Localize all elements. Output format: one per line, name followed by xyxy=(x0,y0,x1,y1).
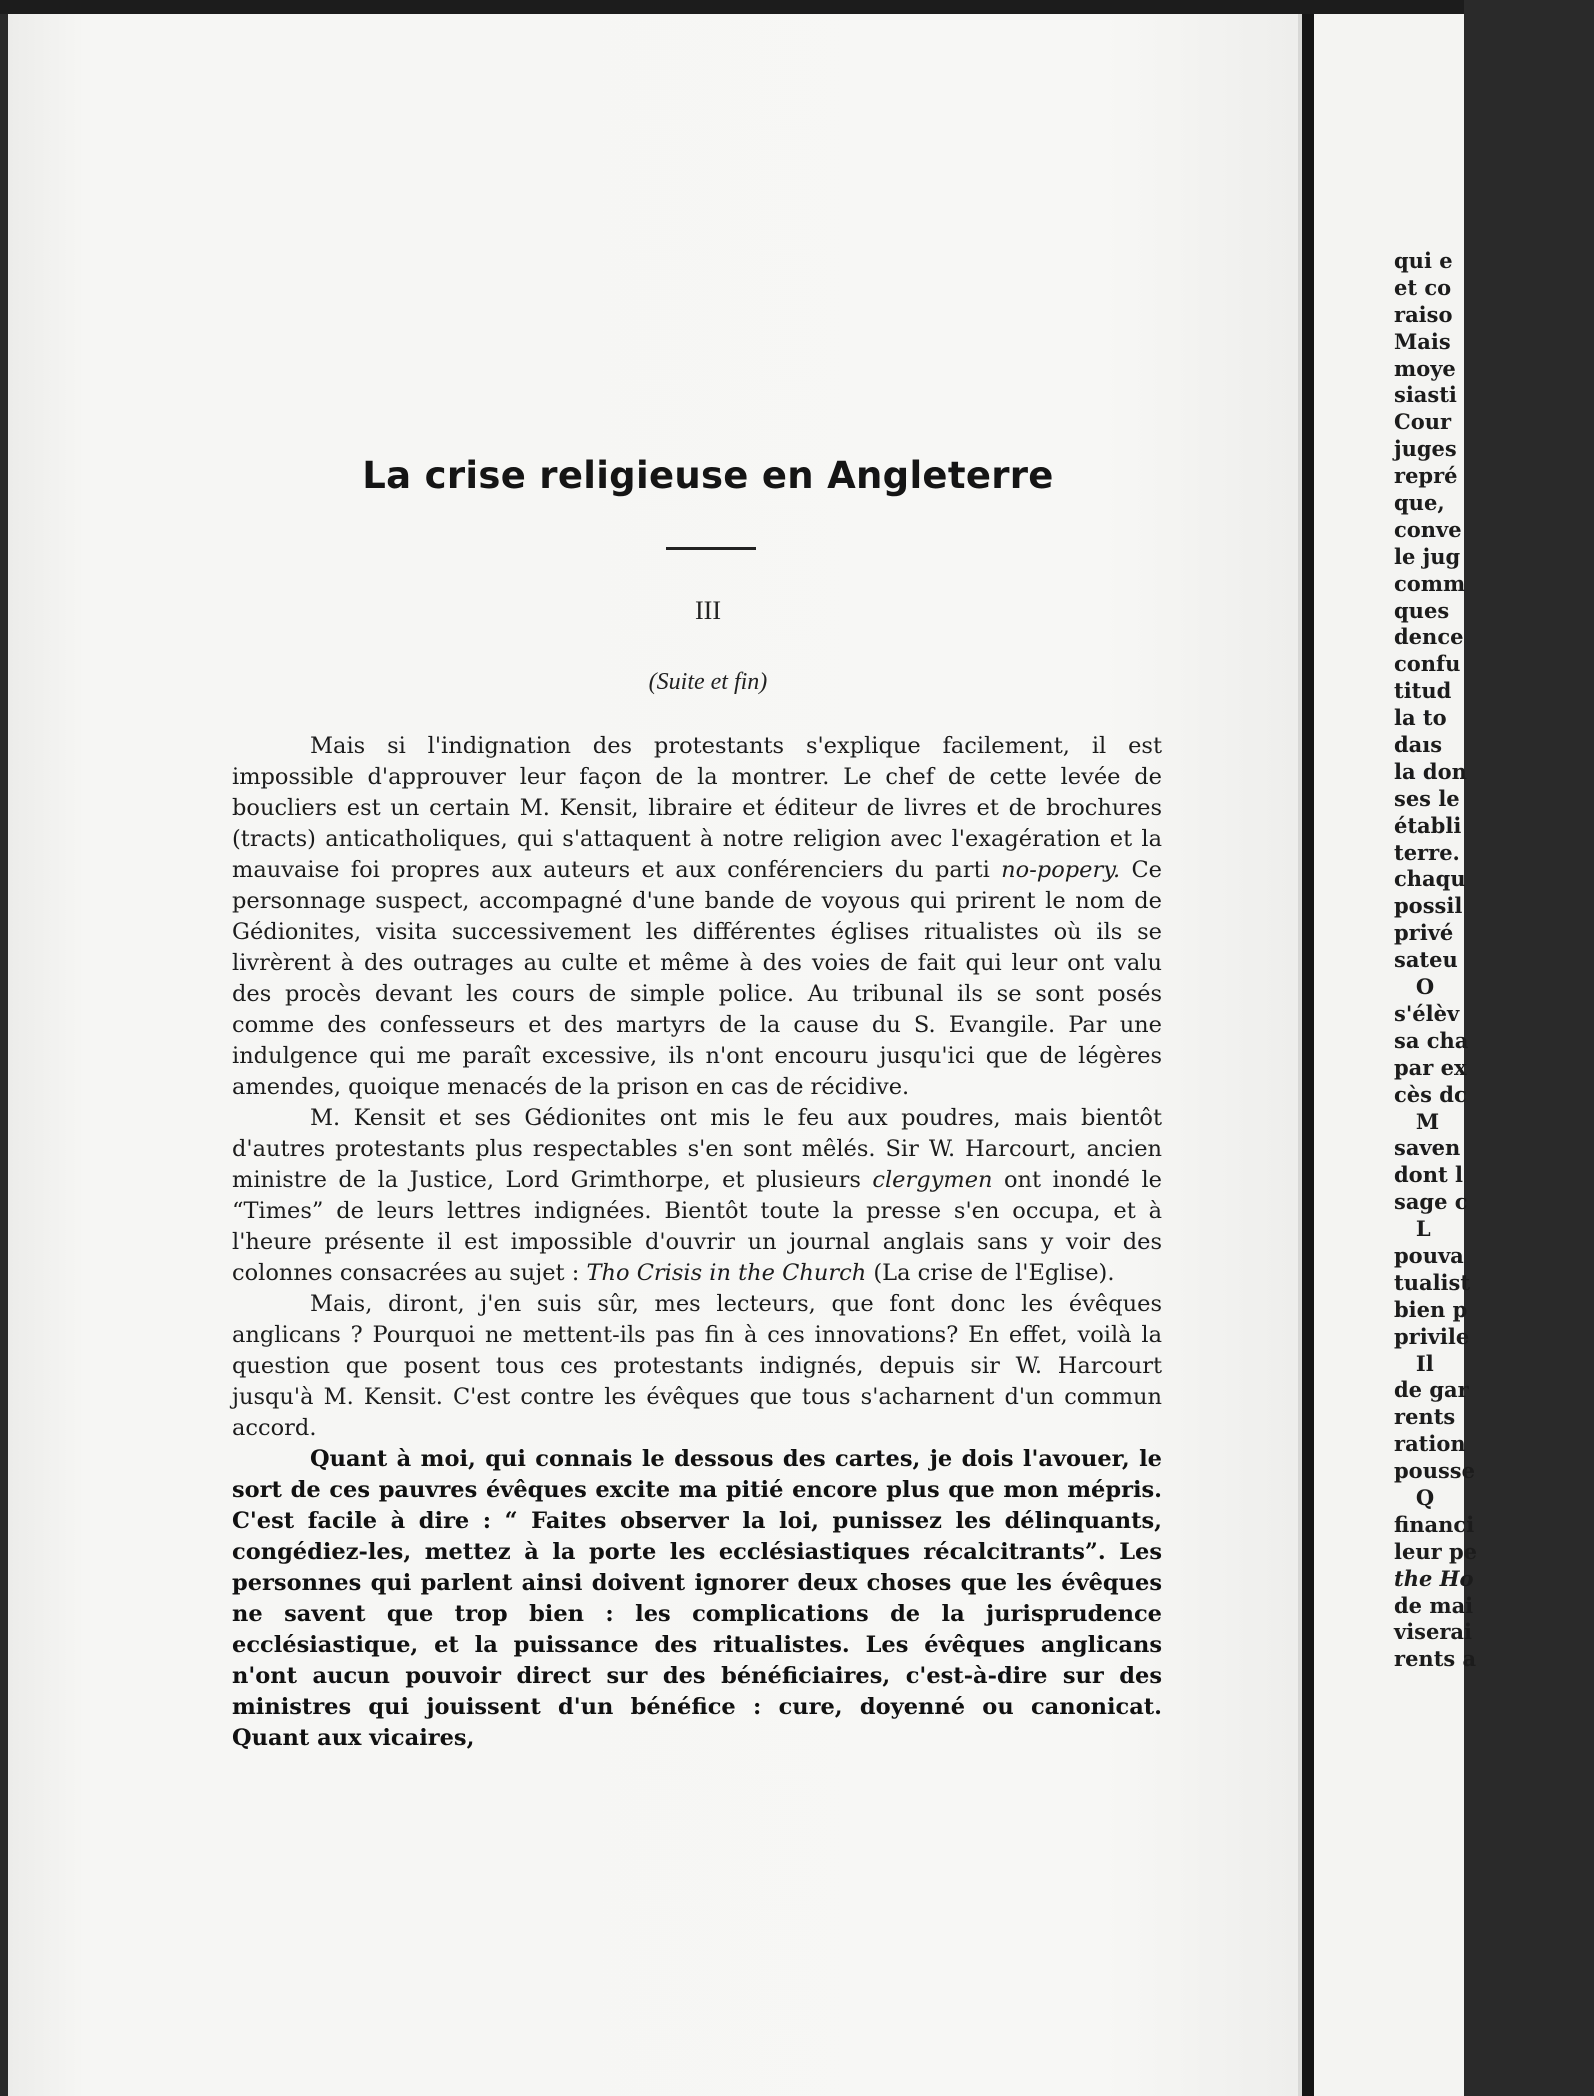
right-page-line: privile xyxy=(1394,1323,1470,1349)
right-page-line: sateu xyxy=(1394,947,1458,973)
right-page-line: possil xyxy=(1394,893,1463,919)
right-page-line: qui e xyxy=(1394,248,1453,273)
right-page-line: terre. xyxy=(1394,839,1460,865)
right-page-line: comm xyxy=(1394,570,1466,596)
right-page-line: saven xyxy=(1394,1135,1461,1161)
right-page-line: sage c xyxy=(1394,1189,1468,1215)
paragraph-4: Quant à moi, qui connais le dessous des cartes, je dois l'avouer, le sort de ces pauvres évêques excite ma pitié encore plus que mon mépris. C'est facile à dire : “ Faites observer la loi, punissez les délinquants, congédiez-les, mettez à la porte les ecclésiastiques récalcitrants”. Les personnes qui parlent ainsi doivent ignorer deux choses que les évêques ne savent que trop bien : les complications de la jurisprudence ecclésiastique, et la puissance des ritualistes. Les évêques anglicans n'ont aucun pouvoir direct sur des bénéficiaires, c'est-à-dire sur des ministres qui jouissent d'un bénéfice : cure, doyenné ou canonicat. Quant aux vicaires, xyxy=(232,1446,1162,1751)
right-page-line: par ex xyxy=(1394,1054,1467,1080)
right-page-line: Il xyxy=(1394,1350,1434,1376)
right-page-line: viserai xyxy=(1394,1619,1473,1645)
right-page-line: Mais xyxy=(1394,328,1451,354)
right-page-line: de mai xyxy=(1394,1592,1474,1618)
right-page-line: ses le xyxy=(1394,785,1460,811)
right-page-line: pouva xyxy=(1394,1242,1464,1268)
right-page-line: M xyxy=(1394,1108,1440,1134)
right-page-line: sa cha xyxy=(1394,1027,1469,1053)
paragraph-1: Mais si l'indignation des protestants s'explique facilement, il est impossible d'approuver leur façon de la montrer. Le chef de cette levée de boucliers est un certain M. Kensit, libraire et éditeur de livres et de brochures (tracts) anticatholiques, qui s'attaquent à notre religion avec l'exagération et la mauvaise foi propres aux auteurs et aux conférenciers du parti no-popery. Ce personnage suspect, accompagné d'une bande de voyous qui prirent le nom de Gédionites, visita successivement les différentes églises ritualistes où ils se livrèrent à des outrages au culte et même à des voies de fait qui leur ont valu des procès devant les cours de simple police. Au tribunal ils se sont posés comme des confesseurs et des martyrs de la cause du S. Evangile. Par une indulgence qui me paraît excessive, ils n'ont encouru jusqu'ici que de légères amendes, quoique menacés de la prison en cas de récidive. xyxy=(232,733,1162,1100)
right-page-line: tualist xyxy=(1394,1269,1471,1295)
section-number: III xyxy=(695,596,721,625)
paragraph-3: Mais, diront, j'en suis sûr, mes lecteurs, que font donc les évêques anglicans ? Pourquoi ne mettent-ils pas fin à ces innovations? En effet, voilà la question que posent tous ces protestants indignés, depuis sir W. Harcourt jusqu'à M. Kensit. C'est contre les évêques que tous s'acharnent d'un commun accord. xyxy=(232,1291,1162,1441)
right-page-line: conve xyxy=(1394,516,1462,542)
right-page-line: pousse xyxy=(1394,1458,1475,1484)
right-page-line: rents xyxy=(1394,1404,1463,1430)
right-page-line: O xyxy=(1394,974,1435,1000)
right-page-line: daıs xyxy=(1394,732,1450,758)
section-subtitle: (Suite et fin) xyxy=(648,669,768,695)
right-page-line: rents a xyxy=(1394,1646,1477,1672)
right-page-line: repré xyxy=(1394,463,1458,489)
article-body xyxy=(232,731,1162,1754)
right-page-line: s'élèv xyxy=(1394,1000,1460,1026)
right-page-line: bien p xyxy=(1394,1296,1468,1322)
right-page-line: leur pe xyxy=(1394,1538,1478,1564)
right-page-line: financi xyxy=(1394,1511,1475,1537)
right-page-line: le jug xyxy=(1394,543,1461,569)
right-page-line: Cour xyxy=(1394,409,1452,435)
left-page xyxy=(8,14,1298,2096)
right-page-line: la don xyxy=(1394,758,1467,784)
scan-top-edge xyxy=(0,0,1464,14)
right-page xyxy=(1314,14,1478,2096)
right-page-line: confu xyxy=(1394,651,1461,677)
right-page-line: Q xyxy=(1394,1484,1435,1510)
right-page-line: L xyxy=(1394,1216,1431,1242)
right-page-line: de gar xyxy=(1394,1377,1469,1403)
right-page-line: cès dc xyxy=(1394,1081,1467,1107)
right-page-line: et co xyxy=(1394,274,1452,300)
right-page-line: moye xyxy=(1394,355,1456,381)
right-page-line: ques xyxy=(1394,597,1457,623)
paragraph-2: M. Kensit et ses Gédionites ont mis le feu aux poudres, mais bientôt d'autres protestants plus respectables s'en sont mêlés. Sir W. Harcourt, ancien ministre de la Justice, Lord Grimthorpe, et plusieurs clergymen ont inondé le “Times” de leurs lettres indignées. Bientôt toute la presse s'en occupa, et à l'heure présente il est impossible d'ouvrir un journal anglais sans y voir des colonnes consacrées au sujet : Tho Crisis in the Church (La crise de l'Eglise). xyxy=(232,1105,1162,1286)
right-page-line: dence xyxy=(1394,624,1464,650)
right-page-text xyxy=(1394,248,1594,1673)
right-page-line: dont l xyxy=(1394,1162,1463,1188)
right-page-line: titud xyxy=(1394,678,1452,704)
right-page-line: the Ho xyxy=(1394,1565,1474,1591)
right-page-line: chaqu xyxy=(1394,866,1466,892)
right-page-line: privé xyxy=(1394,920,1461,946)
article-title: La crise religieuse en Angleterre xyxy=(362,454,1054,497)
right-page-line: siasti xyxy=(1394,382,1457,408)
right-page-line: juges xyxy=(1394,436,1457,462)
right-page-line: la to xyxy=(1394,705,1447,731)
title-rule xyxy=(666,547,756,550)
right-page-line: raiso xyxy=(1394,301,1453,327)
page-divider xyxy=(1302,14,1314,2096)
right-page-line: que, xyxy=(1394,490,1452,516)
right-page-line: ration xyxy=(1394,1431,1466,1457)
right-page-line: établi xyxy=(1394,812,1462,838)
